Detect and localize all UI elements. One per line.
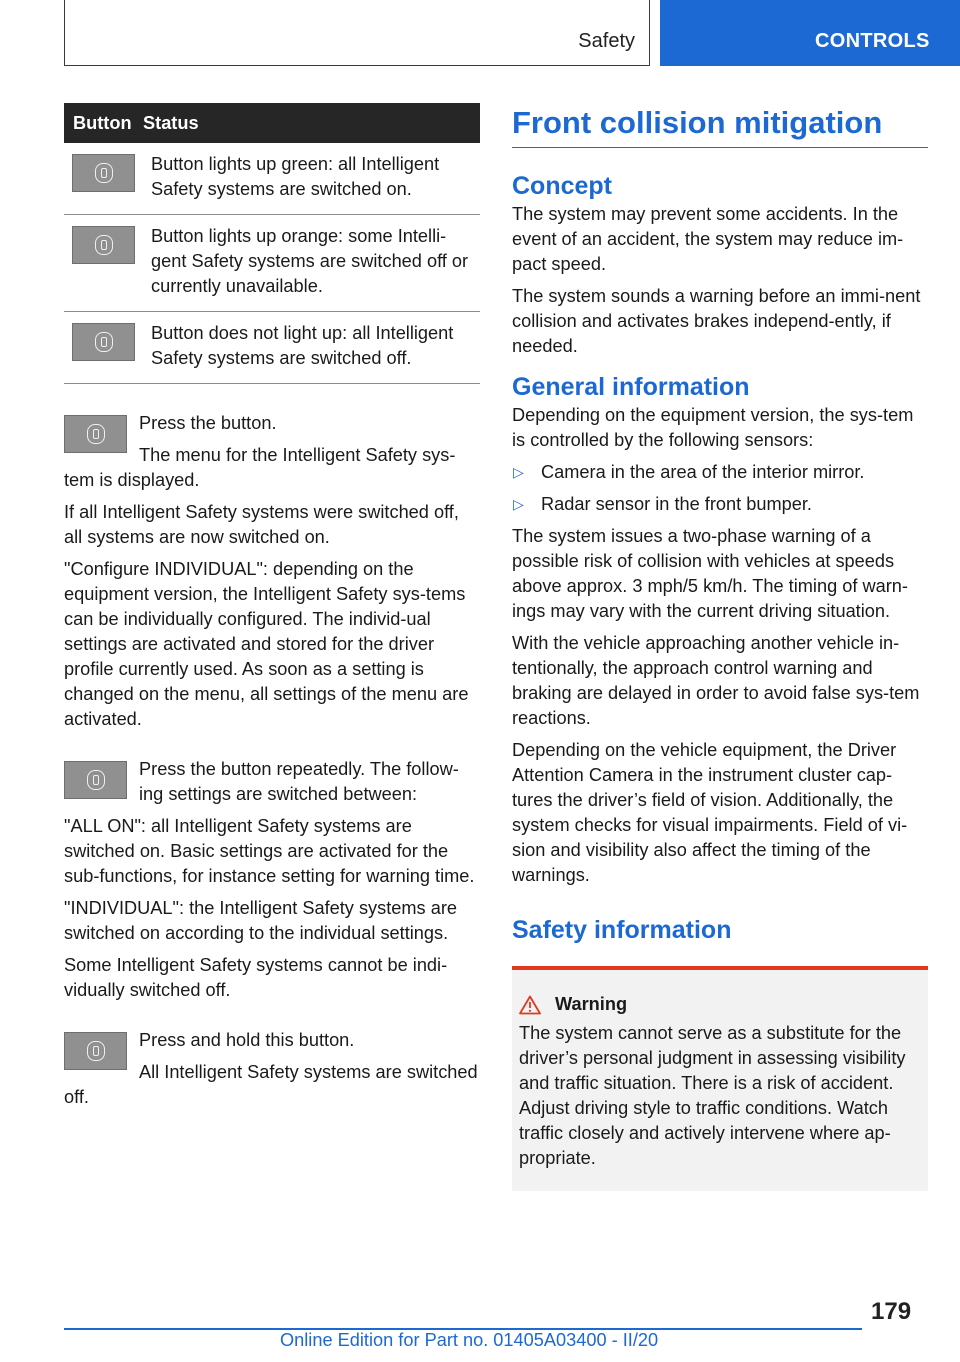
all-switched-off-text: All Intelligent Safety systems are switched off. [64, 1062, 478, 1107]
table-cell-status: Button does not light up: all Intelligent Safety systems are switched off. [143, 312, 480, 384]
general-paragraph: Depending on the equipment version, the sys-tem is controlled by the following sensors: [512, 405, 914, 450]
concept-paragraph: The system may prevent some accidents. In the event of an accident, the system may reduce im-pact speed. [512, 204, 904, 274]
press-repeatedly-block [64, 757, 480, 807]
safety-information-heading: Safety information [512, 916, 732, 944]
general-paragraph: Depending on the vehicle equipment, the Driver Attention Camera in the instrument cluster cap-tures the driver’s field of vision. Additionally, the system checks for visual impairments. Field of vi-sion and visibility also affect the timing of the warnings. [512, 740, 908, 885]
press-button-text: Press the button. [139, 413, 277, 433]
warning-text: The system cannot serve as a substitute for the driver’s personal judgment in assessing visibility and traffic situation. There is a risk of accident. Adjust driving style to traffic conditions. Watch traffic closely and actively intervene where ap-propriate. [519, 1023, 906, 1168]
general-paragraph: With the vehicle approaching another vehicle in-tentionally, the approach control warning and braking are delayed in order to avoid false sys-tem reactions. [512, 633, 920, 728]
intelligent-safety-button-icon [72, 323, 135, 361]
left-column [64, 103, 480, 1117]
page-title: Front collision mitigation [512, 103, 928, 148]
intelligent-safety-button-icon [64, 1032, 127, 1070]
warning-box [512, 966, 928, 1191]
menu-displayed-text: The menu for the Intelligent Safety sys-tem is displayed. [64, 445, 456, 490]
list-item [512, 492, 928, 517]
table-cell-status: Button lights up orange: some Intelli-gent Safety systems are switched off or currently unavailable. [143, 215, 480, 312]
configure-individual-text: "Configure INDIVIDUAL": depending on the equipment version, the Intelligent Safety sys-tems can be individually configured. The individ-ual settings are activated and stored for the driver profile currently used. As soon as a setting is changed on the menu, all settings of the menu are activated. [64, 559, 469, 729]
header-chapter-tab [660, 0, 960, 66]
table-row [64, 143, 480, 215]
list-item [512, 460, 928, 485]
table-row [64, 312, 480, 384]
all-off-on-text: If all Intelligent Safety systems were switched off, all systems are now switched on. [64, 502, 459, 547]
table-header-button: Button [64, 103, 143, 143]
page-number: 179 [871, 1298, 912, 1325]
table-header-status: Status [143, 103, 480, 143]
general-paragraph: The system issues a two-phase warning of a possible risk of collision with vehicles at speeds above approx. 3 mph/5 km/h. The timing of warn-ings may vary with the current driving situation. [512, 526, 908, 621]
warning-title: Warning [555, 994, 628, 1014]
intelligent-safety-button-icon [72, 226, 135, 264]
press-hold-text: Press and hold this button. [139, 1030, 355, 1050]
right-column [512, 103, 928, 1191]
table-row [64, 215, 480, 312]
concept-heading: Concept [512, 172, 612, 200]
button-status-table [64, 103, 480, 384]
individual-text: "INDIVIDUAL": the Intelligent Safety systems are switched on according to the individual settings. [64, 898, 457, 943]
bullet-marker: ▷ [513, 464, 524, 480]
concept-paragraph: The system sounds a warning before an immi-nent collision and activates brakes independ-ently, if needed. [512, 286, 921, 356]
press-button-block [64, 411, 480, 493]
general-information-heading: General information [512, 373, 750, 401]
press-hold-block [64, 1028, 480, 1110]
table-cell-status: Button lights up green: all Intelligent Safety systems are switched on. [143, 143, 480, 215]
header-chapter-title: CONTROLS [815, 30, 930, 52]
list-item-text: Camera in the area of the interior mirror. [541, 462, 865, 482]
header-section-title: Safety [578, 30, 635, 52]
footer-edition-link[interactable]: Online Edition for Part no. 01405A03400 - II/20 [280, 1330, 659, 1350]
list-item-text: Radar sensor in the front bumper. [541, 494, 812, 514]
intelligent-safety-button-icon [64, 761, 127, 799]
header-section-box [64, 0, 650, 66]
intelligent-safety-button-icon [64, 415, 127, 453]
table-header-row [64, 103, 480, 143]
all-on-text: "ALL ON": all Intelligent Safety systems are switched on. Basic settings are activated for the sub-functions, for instance setting for warning time. [64, 816, 475, 886]
cannot-individually-text: Some Intelligent Safety systems cannot be indi-vidually switched off. [64, 955, 448, 1000]
press-repeatedly-text: Press the button repeatedly. The follow-ing settings are switched between: [139, 759, 459, 804]
bullet-marker: ▷ [513, 496, 524, 512]
intelligent-safety-button-icon [72, 154, 135, 192]
warning-triangle-icon [519, 995, 541, 1015]
